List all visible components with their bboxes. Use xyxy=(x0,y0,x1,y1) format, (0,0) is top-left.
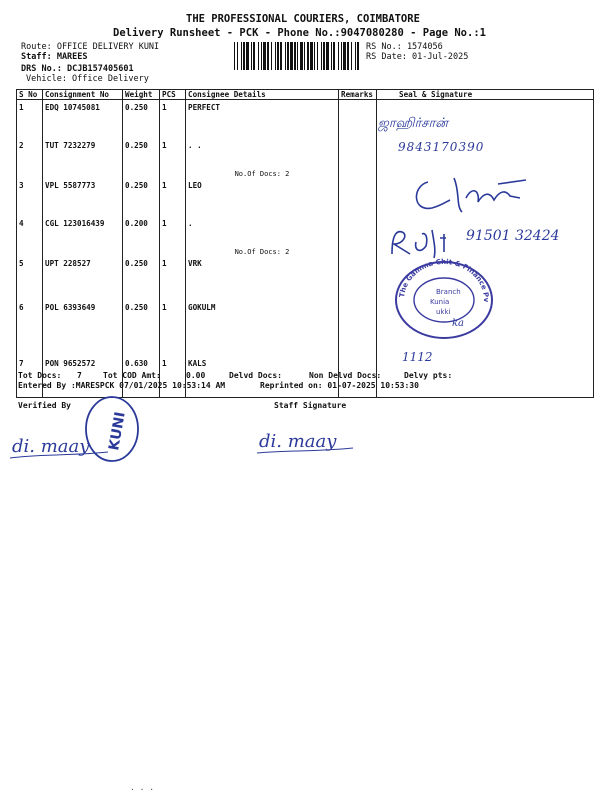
reprinted-on: Reprinted on: 01-07-2025 10:53:30 xyxy=(260,381,419,390)
stamp-arc-text: The Gamma Chit & Finance Pv xyxy=(398,257,491,303)
staff-signature-label: Staff Signature xyxy=(274,401,347,410)
row-consignment: UPT 228527 xyxy=(43,256,123,300)
col-seal: Seal & Signature xyxy=(377,90,594,100)
row-sno: 2 xyxy=(17,138,43,178)
col-weight: Weight xyxy=(123,90,160,100)
row-weight: 0.250 xyxy=(123,178,160,216)
tot-cod-value: 0.00 xyxy=(186,371,206,380)
rs-number: RS No.: 1574056 xyxy=(366,42,443,52)
row-pcs: 1 xyxy=(160,100,186,138)
staff-signature xyxy=(255,423,365,461)
row-consignee: . . No.Of Docs: 2 xyxy=(186,138,339,178)
col-consignment: Consignment No xyxy=(43,90,123,100)
row-consignment: CGL 123016439 xyxy=(43,216,123,256)
docs-count: No.Of Docs: 2 xyxy=(234,247,290,256)
rs-date: RS Date: 01-Jul-2025 xyxy=(366,52,469,62)
runsheet-title: Delivery Runsheet - PCK - Phone No.:9047080280 - Page No.:1 xyxy=(113,27,486,39)
row-consignment: PON 9652572 xyxy=(43,356,123,398)
row-weight: 0.630 xyxy=(123,356,160,398)
row-sno: 5 xyxy=(17,256,43,300)
tot-docs-label: Tot Docs: xyxy=(18,371,62,380)
vehicle-label: Vehicle: Office Delivery xyxy=(26,74,149,84)
entered-by: Entered By :MARESPCK 07/01/2025 10:53:14 AM xyxy=(18,381,226,390)
company-title: THE PROFESSIONAL COURIERS, COIMBATORE xyxy=(186,13,420,25)
table-header-row xyxy=(17,90,594,100)
row-consignee: LEO xyxy=(186,178,339,216)
verified-signature xyxy=(8,428,118,466)
delvy-pts-label: Delvy pts: xyxy=(404,371,453,380)
stray-marks: · · · xyxy=(130,785,155,794)
row-consignee: GOKULM xyxy=(186,300,339,356)
table-row xyxy=(17,256,594,300)
row-consignment: TUT 7232279 xyxy=(43,138,123,178)
row-consignee: VRK xyxy=(186,256,339,300)
row-pcs: 1 xyxy=(160,178,186,216)
row-sno: 1 xyxy=(17,100,43,138)
row-pcs: 1 xyxy=(160,300,186,356)
row-weight: 0.200 xyxy=(123,216,160,256)
docs-count: No.Of Docs: 2 xyxy=(234,169,290,178)
row-weight: 0.250 xyxy=(123,256,160,300)
row-consignment: POL 6393649 xyxy=(43,300,123,356)
row-remarks xyxy=(339,138,377,178)
row-weight: 0.250 xyxy=(123,138,160,178)
row-remarks xyxy=(339,300,377,356)
signature-row-3 xyxy=(410,168,540,222)
table-row xyxy=(17,300,594,356)
tot-docs-value: 7 xyxy=(77,371,82,380)
row-remarks xyxy=(339,100,377,138)
row-consignee: KALS xyxy=(186,356,339,398)
row-pcs: 1 xyxy=(160,138,186,178)
col-remarks: Remarks xyxy=(339,90,377,100)
drs-number: DRS No.: DCJB157405601 xyxy=(21,64,134,74)
non-delvd-docs-label: Non Delvd Docs: xyxy=(309,371,382,380)
barcode xyxy=(234,42,360,70)
row-remarks xyxy=(339,178,377,216)
stamp-line-2: Kunia xyxy=(430,298,450,306)
staff-label: Staff: MAREES xyxy=(21,52,88,62)
handwritten-note-4: 1112 xyxy=(402,350,433,364)
handwritten-note-1: ஜாஹிர்சான் xyxy=(378,116,448,131)
row-sno: 7 xyxy=(17,356,43,398)
row-remarks xyxy=(339,216,377,256)
row-pcs: 1 xyxy=(160,216,186,256)
svg-text:KUNI: KUNI xyxy=(106,410,129,452)
row-sno: 6 xyxy=(17,300,43,356)
table-row xyxy=(17,100,594,138)
row-weight: 0.250 xyxy=(123,300,160,356)
row-consignment: VPL 5587773 xyxy=(43,178,123,216)
delvd-docs-label: Delvd Docs: xyxy=(229,371,282,380)
row-weight: 0.250 xyxy=(123,100,160,138)
col-consignee: Consignee Details xyxy=(186,90,339,100)
tot-cod-label: Tot COD Amt: xyxy=(103,371,161,380)
stamp-line-3: ukki xyxy=(436,308,451,316)
company-seal-stamp xyxy=(392,256,496,344)
row-pcs: 1 xyxy=(160,356,186,398)
row-sno: 4 xyxy=(17,216,43,256)
stamp-line-1: Branch xyxy=(436,288,461,296)
handwritten-phone-1: 9843170390 xyxy=(398,140,485,154)
svg-text:di. maay: di. maay xyxy=(259,431,337,452)
row-remarks xyxy=(339,256,377,300)
row-consignee: PERFECT xyxy=(186,100,339,138)
svg-text:di. maay: di. maay xyxy=(12,436,90,457)
handwritten-note-3: ka xyxy=(452,318,465,329)
verified-by-label: Verified By xyxy=(18,401,71,410)
col-pcs: PCS xyxy=(160,90,186,100)
row-consignee: . No.Of Docs: 2 xyxy=(186,216,339,256)
col-sno: S No xyxy=(17,90,43,100)
handwritten-phone-2: 91501 32424 xyxy=(466,228,560,244)
row-consignment: EDQ 10745081 xyxy=(43,100,123,138)
route-label: Route: OFFICE DELIVERY KUNI xyxy=(21,42,160,52)
row-sno: 3 xyxy=(17,178,43,216)
row-pcs: 1 xyxy=(160,256,186,300)
